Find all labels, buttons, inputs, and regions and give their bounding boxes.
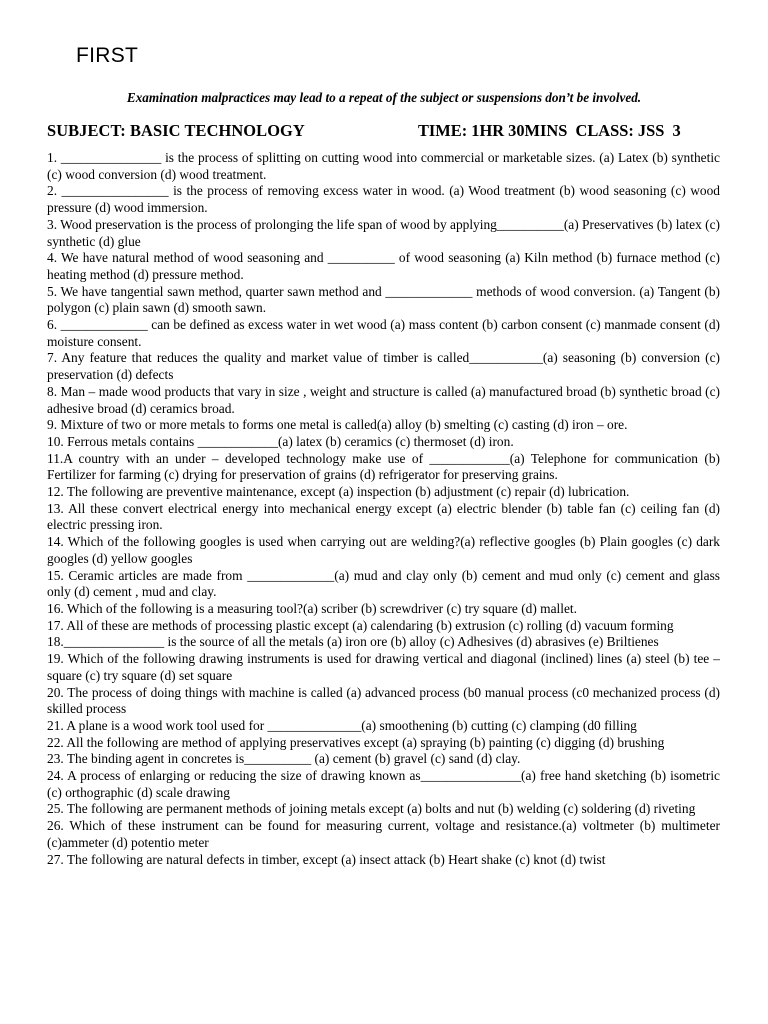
question-item: 27. The following are natural defects in timber, except (a) insect attack (b) Heart shake (c) knot (d) twist xyxy=(47,851,606,867)
question-item: 22. All the following are method of applying preservatives except (a) spraying (b) painting (c) digging (d) brushing xyxy=(47,734,665,750)
question-item: 18._______________ is the source of all the metals (a) iron ore (b) alloy (c) Adhesives (d) abrasives (e) Briltienes xyxy=(47,634,659,650)
time-class-line: TIME: 1HR 30MINS CLASS: JSS 3 xyxy=(418,121,681,140)
question-item: 5. We have tangential sawn method, quarter sawn method and _____________ methods of wood conversion. (a) Tangent (b) polygon (c) plain sawn (d) smooth sawn. xyxy=(47,283,720,316)
question-item: 23. The binding agent in concretes is__________ (a) cement (b) gravel (c) sand (d) clay. xyxy=(47,751,521,767)
question-item: 17. All of these are methods of processing plastic except (a) calendaring (b) extrusion (c) rolling (d) vacuum forming xyxy=(47,617,674,633)
question-item: 16. Which of the following is a measuring tool?(a) scriber (b) screwdriver (c) try square (d) mallet. xyxy=(47,600,577,616)
question-item: 4. We have natural method of wood seasoning and __________ of wood seasoning (a) Kiln method (b) furnace method (c) heating method (d) pressure method. xyxy=(47,250,720,282)
question-item: 6. _____________ can be defined as excess water in wet wood (a) mass content (b) carbon consent (c) manmade consent (d) moisture consent. xyxy=(47,317,720,349)
question-item: 7. Any feature that reduces the quality and market value of timber is called___________(a) seasoning (b) conversion (c) preservation (d) defects xyxy=(47,350,720,383)
question-item: 9. Mixture of two or more metals to forms one metal is called(a) alloy (b) smelting (c) casting (d) iron – ore. xyxy=(47,417,628,433)
question-item: 21. A plane is a wood work tool used for ______________(a) smoothening (b) cutting (c) clamping (d0 filling xyxy=(47,717,637,733)
question-item: 25. The following are permanent methods of joining metals except (a) bolts and nut (b) welding (c) soldering (d) riveting xyxy=(47,801,696,817)
question-item: 2. ________________ is the process of removing excess water in wood. (a) Wood treatment (b) wood seasoning (c) wood pressure (d) wood immersion. xyxy=(47,183,720,216)
question-item: 15. Ceramic articles are made from _____________(a) mud and clay only (b) cement and mud only (c) cement and glass only (d) cement , mud and clay. xyxy=(47,567,720,600)
question-item: 1. _______________ is the process of splitting on cutting wood into commercial or marketable sizes. (a) Latex (b) synthetic (c) wood conversion (d) wood treatment. xyxy=(47,150,720,182)
question-item: 12. The following are preventive maintenance, except (a) inspection (b) adjustment (c) repair (d) lubrication. xyxy=(47,484,630,500)
question-item: 13. All these convert electrical energy into mechanical energy except (a) electric blender (b) table fan (c) ceiling fan (d) electric pressing iron. xyxy=(47,500,720,533)
page-heading-first: FIRST xyxy=(76,44,139,67)
question-item: 20. The process of doing things with machine is called (a) advanced process (b0 manual process (c0 mechanized process (d) skilled process xyxy=(47,684,720,717)
question-list xyxy=(47,150,720,868)
question-item: 26. Which of these instrument can be found for measuring current, voltage and resistance.(a) voltmeter (b) multimeter (c)ammeter (d) potentio meter xyxy=(47,818,720,850)
question-item: 3. Wood preservation is the process of prolonging the life span of wood by applying__________(a) Preservatives (b) latex (c) synthetic (d) glue xyxy=(47,216,720,249)
question-item: 8. Man – made wood products that vary in size , weight and structure is called (a) manufactured broad (b) synthetic broad (c) adhesive broad (d) ceramics broad. xyxy=(47,383,720,416)
question-item: 14. Which of the following googles is used when carrying out are welding?(a) reflective googles (b) Plain googles (c) dark googles (d) yellow googles xyxy=(47,534,720,566)
question-item: 24. A process of enlarging or reducing the size of drawing known as_______________(a) free hand sketching (b) isometric (c) orthographic (d) scale drawing xyxy=(47,768,720,800)
question-item: 19. Which of the following drawing instruments is used for drawing vertical and diagonal (inclined) lines (a) steel (b) tee – square (c) try square (d) set square xyxy=(47,651,720,683)
question-item: 11.A country with an under – developed technology make use of ____________(a) Telephone for communication (b) Fertilizer for farming (c) drying for preservation of grains (d) refrigerator for preserving grains. xyxy=(47,450,720,483)
subject-line: SUBJECT: BASIC TECHNOLOGY xyxy=(47,121,305,140)
question-item: 10. Ferrous metals contains ____________(a) latex (b) ceramics (c) thermoset (d) iron. xyxy=(47,433,514,449)
malpractice-notice: Examination malpractices may lead to a repeat of the subject or suspensions don’t be involved. xyxy=(126,90,642,105)
